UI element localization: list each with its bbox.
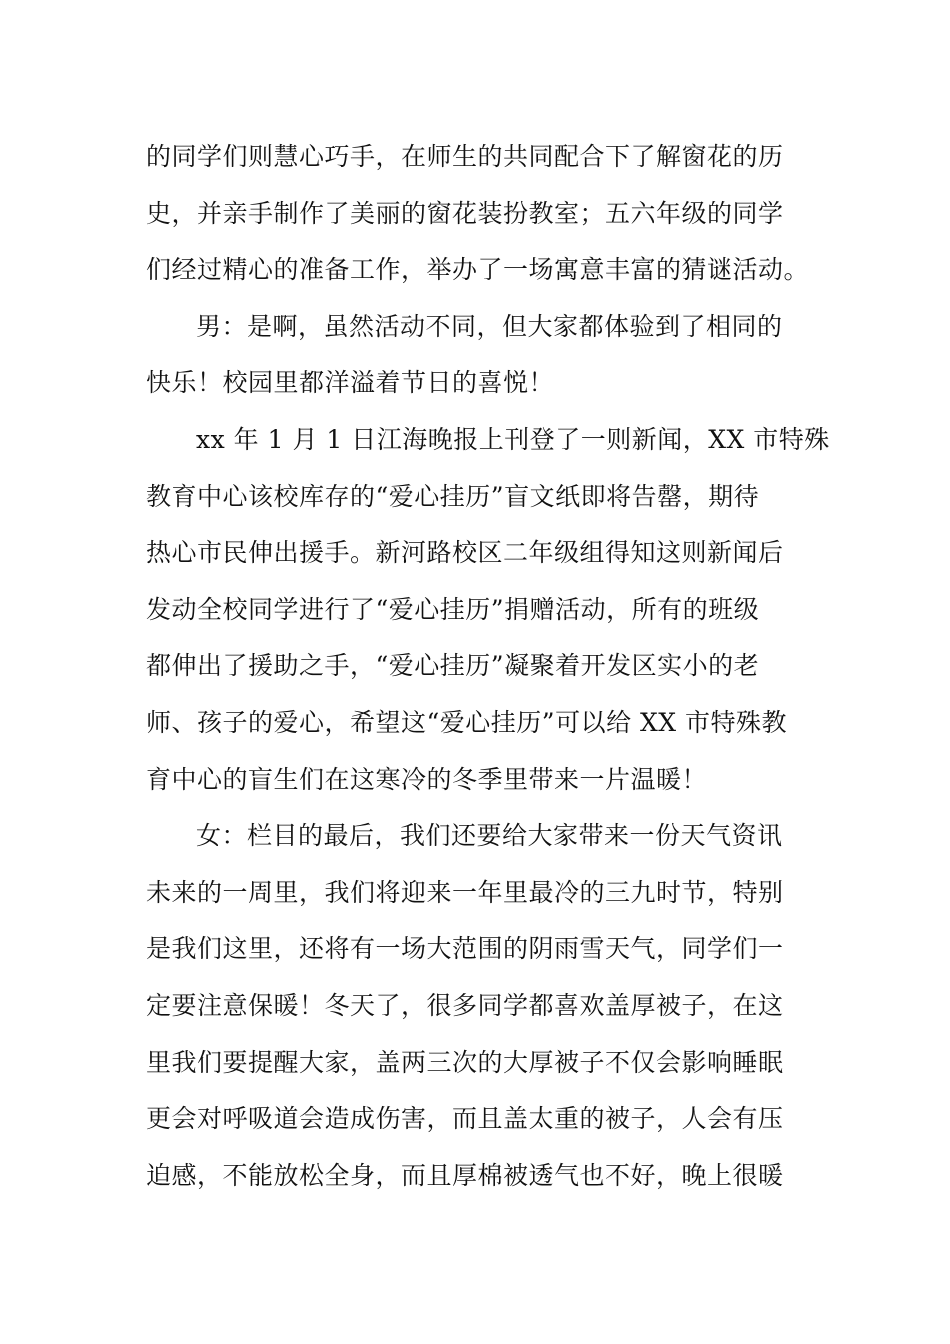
text-line: 们经过精心的准备工作，举办了一场寓意丰富的猜谜活动。 [146,255,810,285]
text-line: 迫感，不能放松全身，而且厚棉被透气也不好，晚上很暖 [146,1160,784,1190]
text-line: 热心市民伸出援手。新河路校区二年级组得知这则新闻后 [146,538,784,568]
paragraph-start-line: xx 年 1 月 1 日江海晚报上刊登了一则新闻，XX 市特殊 [196,424,830,454]
text-line: 定要注意保暖！冬天了，很多同学都喜欢盖厚被子，在这 [146,990,784,1020]
text-line: 史，并亲手制作了美丽的窗花装扮教室；五六年级的同学 [146,198,784,228]
paragraph-start-line: 男：是啊，虽然活动不同，但大家都体验到了相同的 [196,311,783,341]
text-line: 的同学们则慧心巧手，在师生的共同配合下了解窗花的历 [146,142,784,171]
text-line: 都伸出了援助之手，“爱心挂历”凝聚着开发区实小的老 [146,651,760,681]
text-line: 里我们要提醒大家，盖两三次的大厚被子不仅会影响睡眠 [146,1047,784,1077]
text-line: 未来的一周里，我们将迎来一年里最冷的三九时节，特别 [146,877,784,907]
text-line: 是我们这里，还将有一场大范围的阴雨雪天气，同学们一 [146,934,784,964]
text-line: 更会对呼吸道会造成伤害，而且盖太重的被子，人会有压 [146,1104,784,1134]
text-line: 育中心的盲生们在这寒冷的冬季里带来一片温暖！ [146,764,708,794]
text-line: 教育中心该校库存的“爱心挂历”盲文纸即将告罄，期待 [146,481,760,511]
text-line: 快乐！校园里都洋溢着节日的喜悦！ [146,368,555,398]
text-line: 师、孩子的爱心，希望这“爱心挂历”可以给 XX 市特殊教 [146,707,788,737]
paragraph-start-line: 女：栏目的最后，我们还要给大家带来一份天气资讯 [196,821,783,851]
body-text [146,129,830,1204]
text-line: 发动全校同学进行了“爱心挂历”捐赠活动，所有的班级 [146,594,760,624]
